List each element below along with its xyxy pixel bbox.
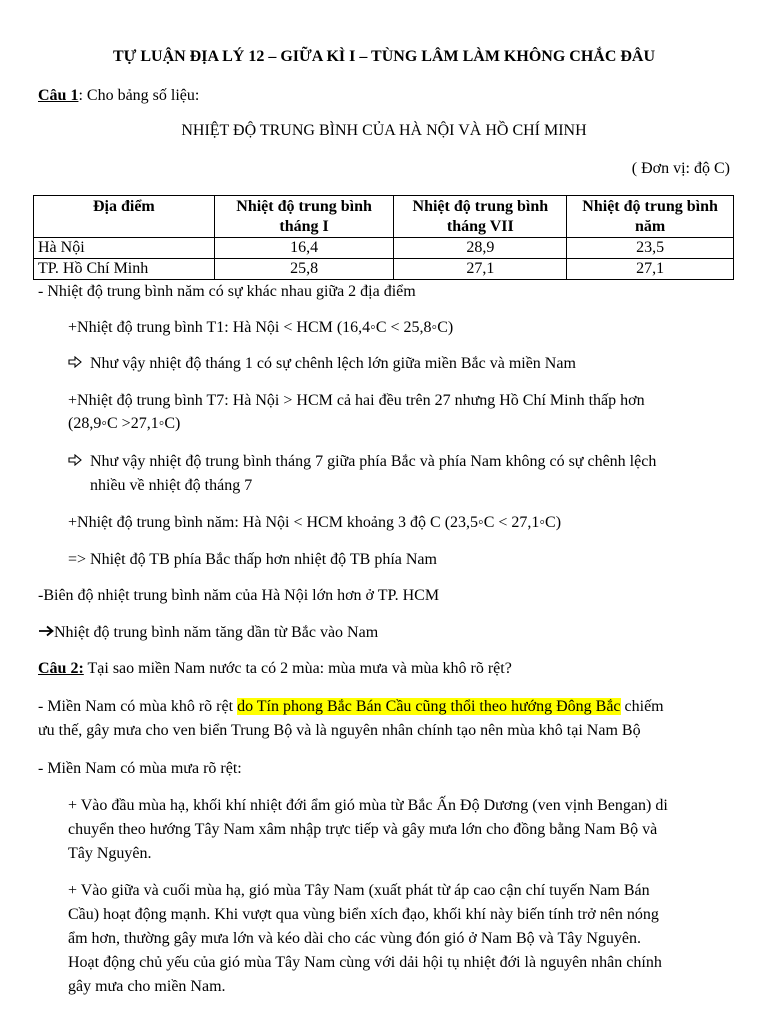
hollow-arrow-icon [68,451,84,473]
paragraph: nhiều về nhiệt độ tháng 7 [90,477,253,494]
table-cell: 27,1 [567,259,734,280]
right-arrow-icon [38,622,54,644]
paragraph: => Nhiệt độ TB phía Bắc thấp hơn nhiệt độ TB phía Nam [68,551,437,568]
paragraph: Tây Nguyên. [68,845,152,862]
table-cell: 27,1 [394,259,567,280]
unit-label: ( Đơn vị: độ C) [631,160,730,177]
cau1-heading [38,85,199,107]
table-header-row [34,196,734,238]
table-header-cell: Địa điểm [34,196,215,238]
paragraph: - Nhiệt độ trung bình năm có sự khác nhau giữa 2 địa điểm [38,283,416,300]
table-cell: 23,5 [567,238,734,259]
paragraph: ẩm hơn, thường gây mưa lớn và kéo dài cho các vùng đón gió ở Nam Bộ và Tây Nguyên. [68,930,641,947]
table-cell: TP. Hồ Chí Minh [34,259,215,280]
paragraph: +Nhiệt độ trung bình T7: Hà Nội > HCM cả hai đều trên 27 nhưng Hồ Chí Minh thấp hơn [68,392,645,409]
bullet-paragraph [68,451,656,473]
table-cell: Hà Nội [34,238,215,259]
cau2-heading [38,658,512,680]
arrow-text: Nhiệt độ trung bình năm tăng dần từ Bắc vào Nam [54,624,379,641]
paragraph: chuyển theo hướng Tây Nam xâm nhập trực tiếp và gây mưa lớn cho đồng bằng Nam Bộ và [68,821,658,838]
paragraph: gây mưa cho miền Nam. [68,978,226,995]
cau2-label: Câu 2: [38,660,84,677]
paragraph: Hoạt động chủ yếu của gió mùa Tây Nam cùng với dải hội tụ nhiệt đới là nguyên nhân chính [68,954,662,971]
temperature-table [33,195,734,280]
cau1-label: Câu 1 [38,87,79,104]
paragraph: - Miền Nam có mùa mưa rõ rệt: [38,760,242,777]
bullet-paragraph [68,353,576,375]
paragraph: + Vào giữa và cuối mùa hạ, gió mùa Tây Nam (xuất phát từ áp cao cận chí tuyến Nam Bán [68,882,650,899]
table-header-cell: Nhiệt độ trung bình tháng I [214,196,394,238]
table-title: NHIỆT ĐỘ TRUNG BÌNH CỦA HÀ NỘI VÀ HỒ CHÍ MINH [181,122,587,139]
text-span: - Miền Nam có mùa khô rõ rệt [38,698,238,715]
paragraph [38,696,664,718]
cau1-intro: : Cho bảng số liệu: [78,87,200,104]
arrow-paragraph [38,622,378,644]
hollow-arrow-icon [68,353,84,375]
table-cell: 25,8 [214,259,394,280]
table-cell: 28,9 [394,238,567,259]
text-span: chiếm [620,698,664,715]
document-title: TỰ LUẬN ĐỊA LÝ 12 – GIỮA KÌ I – TÙNG LÂM LÀM KHÔNG CHẮC ĐÂU [112,48,656,65]
paragraph: -Biên độ nhiệt trung bình năm của Hà Nội lớn hơn ở TP. HCM [38,587,440,604]
highlighted-text: do Tín phong Bắc Bán Cầu cũng thổi theo hướng Đông Bắc [237,698,621,715]
paragraph: + Vào đầu mùa hạ, khối khí nhiệt đới ẩm gió mùa từ Bắc Ấn Độ Dương (ven vịnh Bengan) di [68,797,668,814]
table-header-cell: Nhiệt độ trung bình năm [567,196,734,238]
table-cell: 16,4 [214,238,394,259]
paragraph: (28,9◦C >27,1◦C) [68,415,181,432]
bullet-text: Như vậy nhiệt độ trung bình tháng 7 giữa phía Bắc và phía Nam không có sự chênh lệch [90,453,657,470]
bullet-text: Như vậy nhiệt độ tháng 1 có sự chênh lệch lớn giữa miền Bắc và miền Nam [90,355,576,372]
table-row [34,238,734,259]
paragraph: +Nhiệt độ trung bình năm: Hà Nội < HCM khoảng 3 độ C (23,5◦C < 27,1◦C) [68,514,562,531]
cau2-question: Tại sao miền Nam nước ta có 2 mùa: mùa mưa và mùa khô rõ rệt? [83,660,512,677]
paragraph: +Nhiệt độ trung bình T1: Hà Nội < HCM (16,4◦C < 25,8◦C) [68,319,454,336]
paragraph: Cầu) hoạt động mạnh. Khi vượt qua vùng biển xích đạo, khối khí này biến tính trở nên nóng [68,906,659,923]
paragraph: ưu thế, gây mưa cho ven biển Trung Bộ và là nguyên nhân chính tạo nên mùa khô tại Nam Bộ [38,722,641,739]
table-header-cell: Nhiệt độ trung bình tháng VII [394,196,567,238]
table-row [34,259,734,280]
